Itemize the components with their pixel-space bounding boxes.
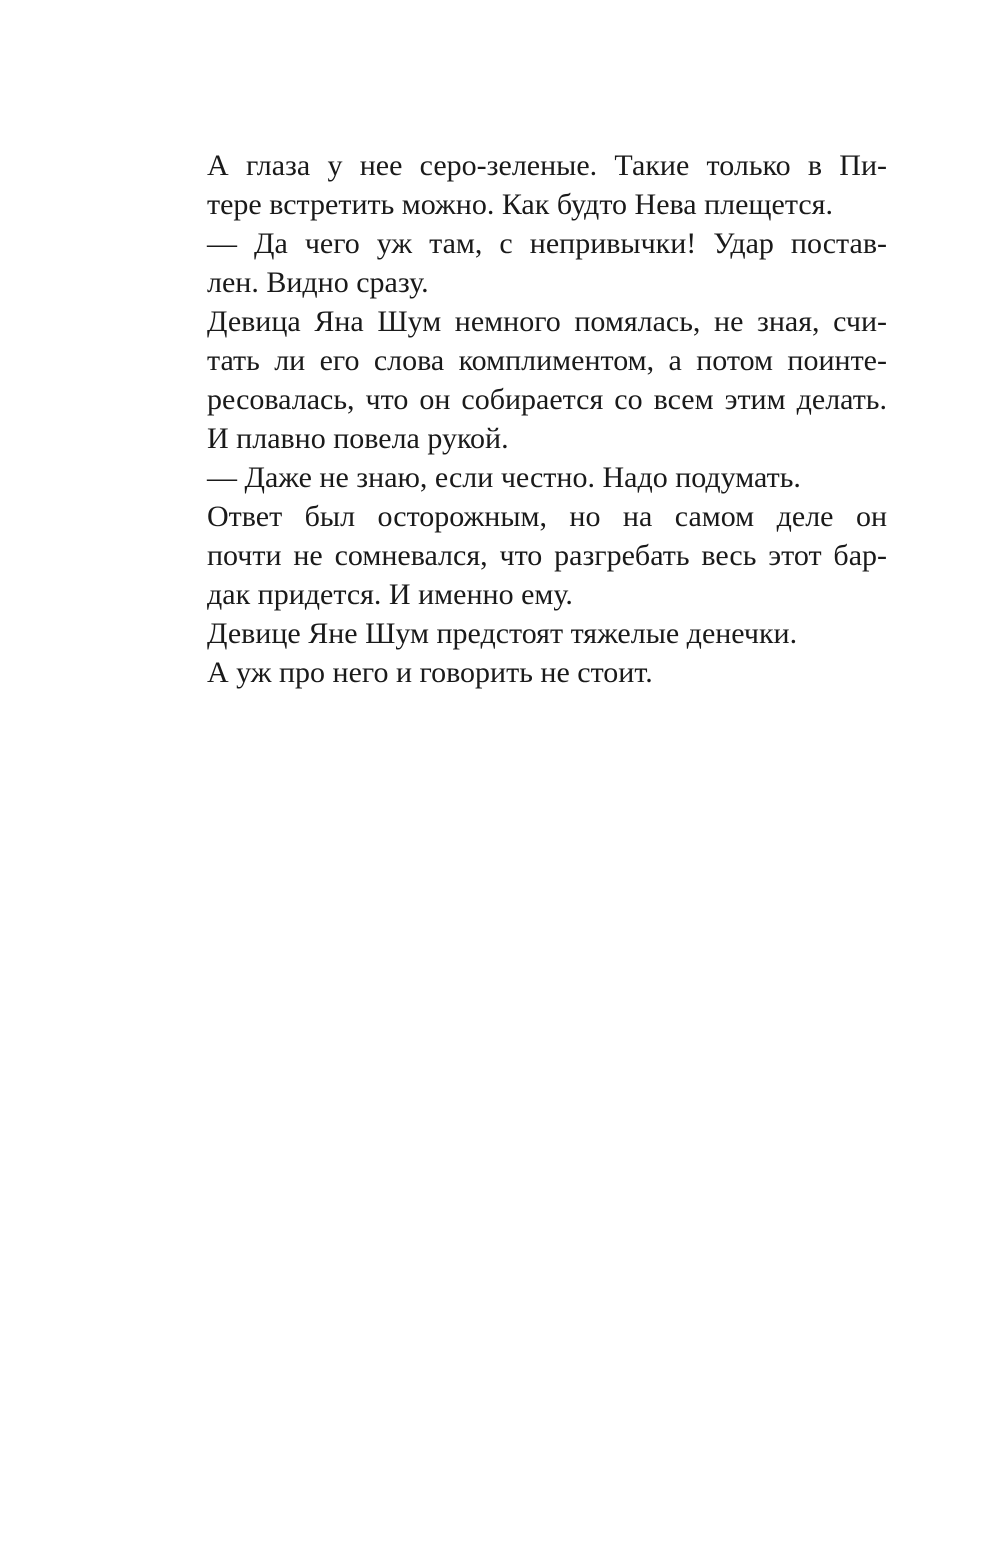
paragraph-3-line-4: И плавно повела рукой. bbox=[207, 422, 509, 455]
paragraph-2-line-1: — Да чего уж там, с непривычки! Удар постав- bbox=[207, 227, 887, 260]
paragraph-7-line-1: А уж про него и говорить не стоит. bbox=[207, 656, 653, 689]
paragraph-1-line-1: А глаза у нее серо-зеленые. Такие только в Пи- bbox=[207, 149, 887, 182]
paragraph-3-line-2: тать ли его слова комплиментом, а потом поинте- bbox=[207, 344, 887, 377]
paragraph-4-line-1: — Даже не знаю, если честно. Надо подумать. bbox=[207, 461, 801, 494]
paragraph-5-line-3: дак придется. И именно ему. bbox=[207, 578, 573, 611]
paragraph-1-line-2: тере встретить можно. Как будто Нева плещется. bbox=[207, 188, 833, 221]
paragraph-2-line-2: лен. Видно сразу. bbox=[207, 266, 429, 299]
paragraph-5-line-2: почти не сомневался, что разгребать весь этот бар- bbox=[207, 539, 887, 572]
paragraph-3-line-3: ресовалась, что он собирается со всем этим делать. bbox=[207, 383, 887, 416]
paragraph-5-line-1: Ответ был осторожным, но на самом деле он bbox=[207, 500, 887, 533]
paragraph-3-line-1: Девица Яна Шум немного помялась, не зная, счи- bbox=[207, 305, 887, 338]
paragraph-6-line-1: Девице Яне Шум предстоят тяжелые денечки. bbox=[207, 617, 798, 650]
body-text bbox=[207, 146, 887, 692]
